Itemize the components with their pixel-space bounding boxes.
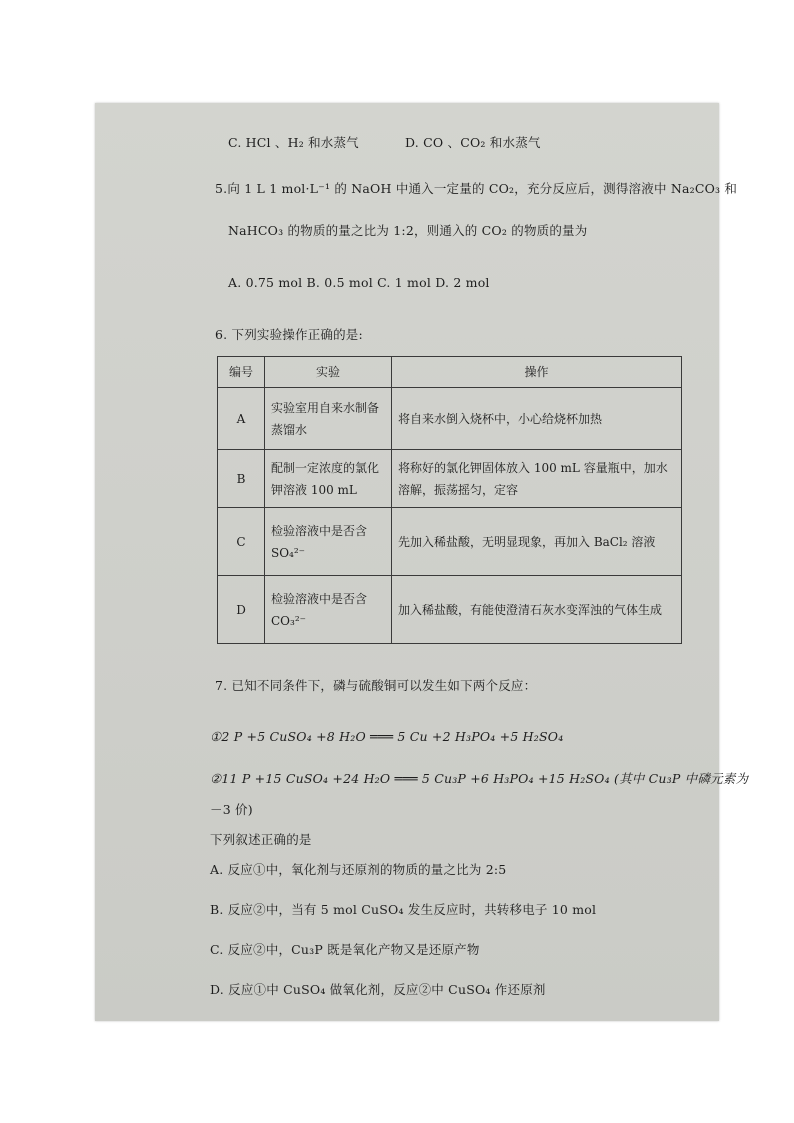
q6-stem: 6. 下列实验操作正确的是:	[215, 327, 363, 342]
row-id: D	[218, 576, 265, 644]
q7-option-d: D. 反应①中 CuSO₄ 做氧化剂，反应②中 CuSO₄ 作还原剂	[210, 982, 546, 997]
q7-equation-1: ①2 P +5 CuSO₄ +8 H₂O ═══ 5 Cu +2 H₃PO₄ +5 H₂SO₄	[210, 729, 564, 744]
row-operation: 将自来水倒入烧杯中，小心给烧杯加热	[392, 388, 682, 450]
q7-stem: 7. 已知不同条件下，磷与硫酸铜可以发生如下两个反应：	[215, 678, 537, 693]
row-operation: 加入稀盐酸，有能使澄清石灰水变浑浊的气体生成	[392, 576, 682, 644]
row-experiment: 检验溶液中是否含 SO₄²⁻	[265, 508, 392, 576]
q7-option-c: C. 反应②中，Cu₃P 既是氧化产物又是还原产物	[210, 942, 480, 957]
q5-stem-line1: 5.向 1 L 1 mol·L⁻¹ 的 NaOH 中通入一定量的 CO₂，充分反应后，测得溶液中 Na₂CO₃ 和	[215, 181, 738, 196]
row-id: A	[218, 388, 265, 450]
exam-paper	[95, 103, 749, 1021]
table-row	[218, 576, 682, 644]
table-header-row	[218, 357, 682, 388]
row-operation: 将称好的氯化钾固体放入 100 mL 容量瓶中，加水溶解，振荡摇匀，定容	[392, 450, 682, 508]
row-id: B	[218, 450, 265, 508]
header-operation: 操作	[392, 357, 682, 388]
q4-option-d: D. CO 、CO₂ 和水蒸气	[405, 135, 541, 150]
row-experiment: 实验室用自来水制备蒸馏水	[265, 388, 392, 450]
header-id: 编号	[218, 357, 265, 388]
q5-stem-line2: NaHCO₃ 的物质的量之比为 1:2，则通入的 CO₂ 的物质的量为	[228, 223, 588, 238]
q7-option-b: B. 反应②中，当有 5 mol CuSO₄ 发生反应时，共转移电子 10 mol	[210, 902, 597, 917]
q6-table	[217, 356, 682, 644]
row-id: C	[218, 508, 265, 576]
q7-equation-2-line1: ②11 P +15 CuSO₄ +24 H₂O ═══ 5 Cu₃P +6 H₃PO₄ +15 H₂SO₄ (其中 Cu₃P 中磷元素为	[210, 771, 749, 786]
q7-prompt: 下列叙述正确的是	[210, 832, 312, 847]
q7-option-a: A. 反应①中，氧化剂与还原剂的物质的量之比为 2:5	[210, 862, 507, 877]
q5-options: A. 0.75 mol B. 0.5 mol C. 1 mol D. 2 mol	[228, 275, 490, 290]
table-row	[218, 388, 682, 450]
header-experiment: 实验	[265, 357, 392, 388]
q4-option-c: C. HCl 、H₂ 和水蒸气	[228, 135, 359, 150]
row-experiment: 配制一定浓度的氯化钾溶液 100 mL	[265, 450, 392, 508]
table-row	[218, 450, 682, 508]
table-row	[218, 508, 682, 576]
q7-equation-2-line2: －3 价)	[210, 802, 253, 817]
row-experiment: 检验溶液中是否含 CO₃²⁻	[265, 576, 392, 644]
row-operation: 先加入稀盐酸，无明显现象，再加入 BaCl₂ 溶液	[392, 508, 682, 576]
